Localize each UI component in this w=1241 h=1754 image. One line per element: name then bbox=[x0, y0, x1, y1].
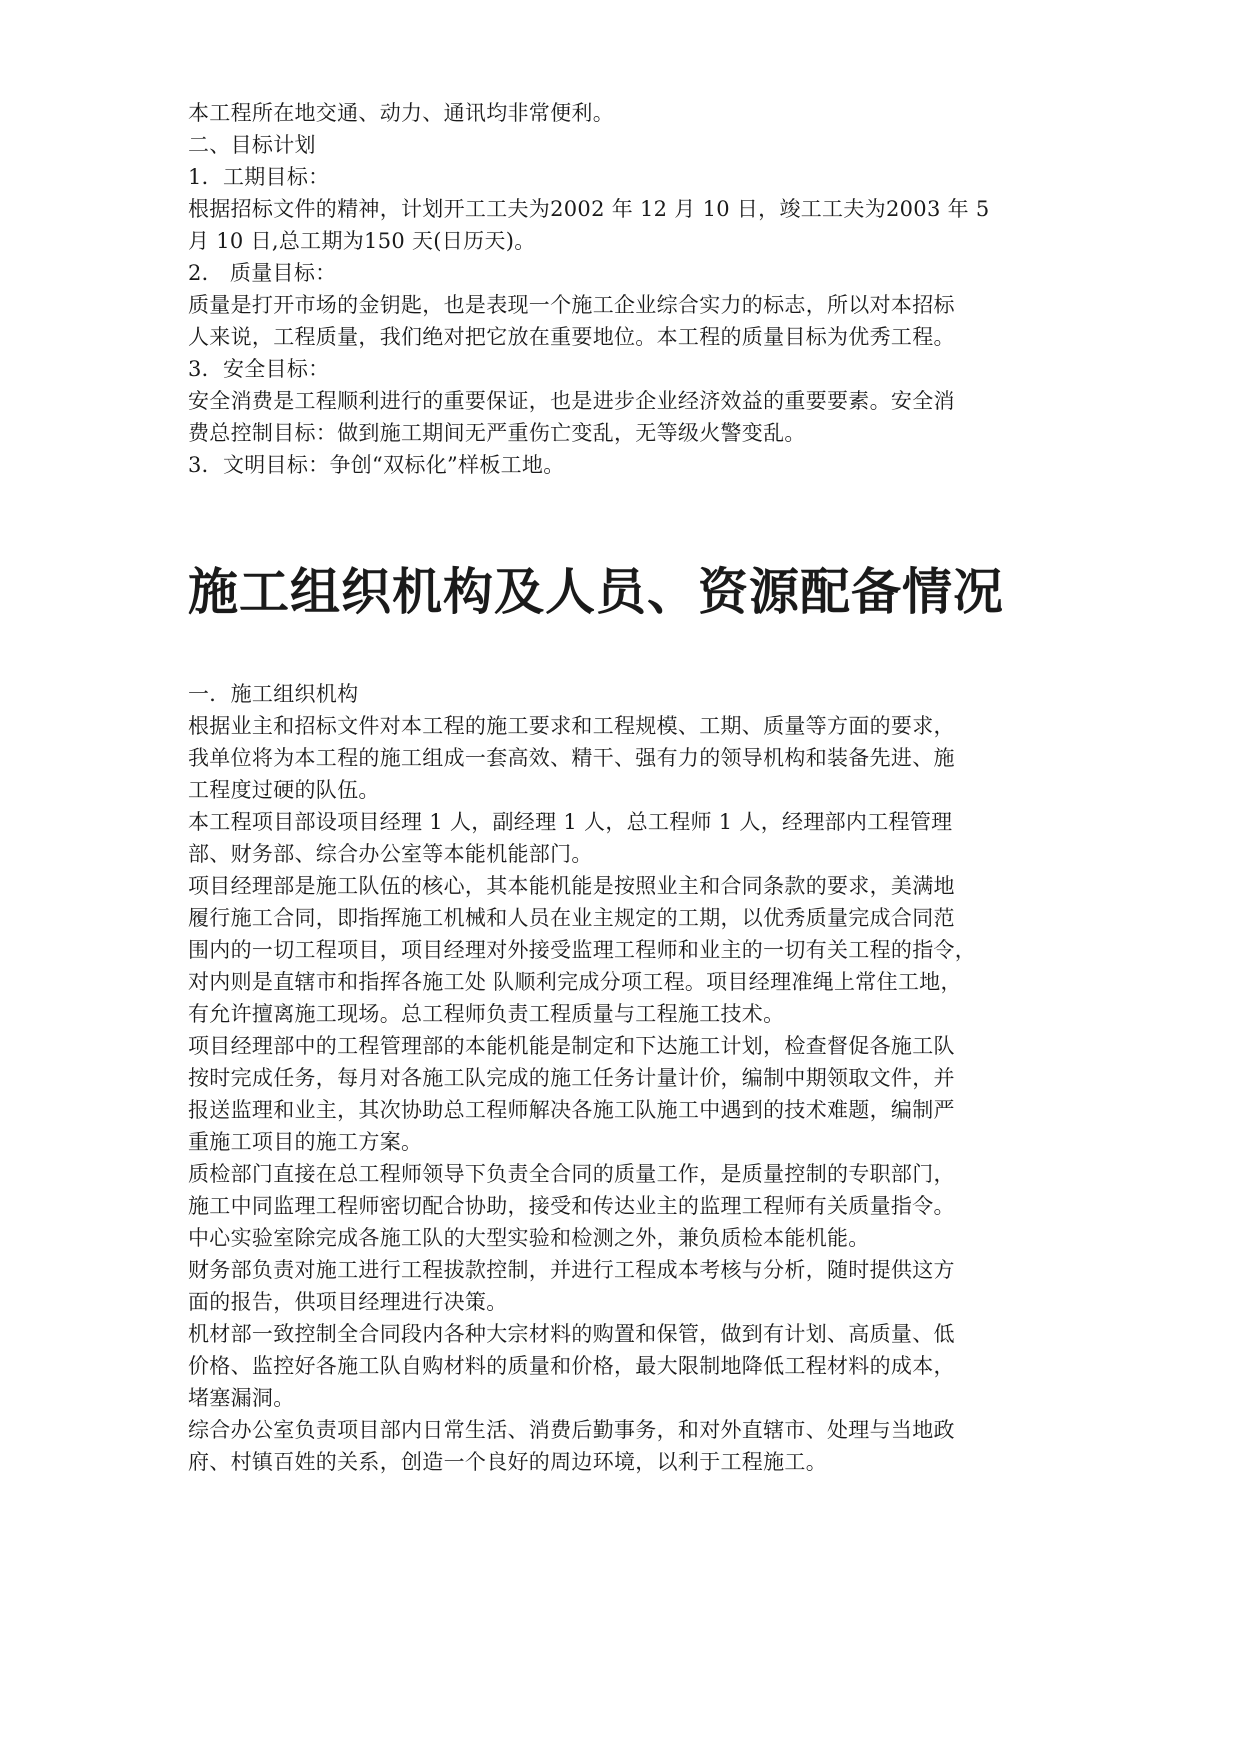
subsection-title-schedule: 1．工期目标： bbox=[188, 165, 330, 189]
text-line: 施工中同监理工程师密切配合协助，接受和传达业主的监理工程师有关质量指令。 bbox=[188, 1194, 955, 1218]
text-line: 围内的一切工程项目，项目经理对外接受监理工程师和业主的一切有关工程的指令， bbox=[188, 938, 977, 962]
text-line: 我单位将为本工程的施工组成一套高效、精干、强有力的领导机构和装备先进、施 bbox=[188, 746, 955, 770]
text-line: 面的报告，供项目经理进行决策。 bbox=[188, 1290, 508, 1314]
text-line: 安全消费是工程顺利进行的重要保证，也是进步企业经济效益的重要要素。安全消 bbox=[188, 389, 955, 413]
text-line: 质检部门直接在总工程师领导下负责全合同的质量工作，是质量控制的专职部门， bbox=[188, 1162, 955, 1186]
text-line: 根据业主和招标文件对本工程的施工要求和工程规模、工期、质量等方面的要求， bbox=[188, 714, 955, 738]
text-line: 项目经理部中的工程管理部的本能机能是制定和下达施工计划，检查督促各施工队 bbox=[188, 1034, 955, 1058]
text-line: 质量是打开市场的金钥匙，也是表现一个施工企业综合实力的标志，所以对本招标 bbox=[188, 293, 955, 317]
text-line: 履行施工合同，即指挥施工机械和人员在业主规定的工期，以优秀质量完成合同范 bbox=[188, 906, 955, 930]
text-line: 人来说，工程质量，我们绝对把它放在重要地位。本工程的质量目标为优秀工程。 bbox=[188, 325, 955, 349]
text-line: 堵塞漏洞。 bbox=[188, 1386, 295, 1410]
section-title-goals: 二、目标计划 bbox=[188, 133, 316, 157]
text-line: 中心实验室除完成各施工队的大型实验和检测之外，兼负质检本能机能。 bbox=[188, 1226, 870, 1250]
text-line: 重施工项目的施工方案。 bbox=[188, 1130, 423, 1154]
text-line: 综合办公室负责项目部内日常生活、消费后勤事务，和对外直辖市、处理与当地政 bbox=[188, 1418, 955, 1442]
text-line: 工程度过硬的队伍。 bbox=[188, 778, 380, 802]
subsection-title-safety: 3．安全目标： bbox=[188, 357, 330, 381]
subsection-title-quality: 2． 质量目标： bbox=[188, 261, 337, 285]
text-line: 有允许擅离施工现场。总工程师负责工程质量与工程施工技术。 bbox=[188, 1002, 785, 1026]
text-line: 根据招标文件的精神，计划开工工夫为2002 年 12 月 10 日，竣工工夫为2003 年 5 bbox=[188, 197, 990, 221]
text-line: 部、财务部、综合办公室等本能机能部门。 bbox=[188, 842, 593, 866]
section-title-organization: 一．施工组织机构 bbox=[188, 682, 359, 706]
text-line: 项目经理部是施工队伍的核心，其本能机能是按照业主和合同条款的要求，美满地 bbox=[188, 874, 955, 898]
organization-section bbox=[188, 678, 1088, 1478]
top-section bbox=[188, 97, 1088, 481]
text-line: 报送监理和业主，其次协助总工程师解决各施工队施工中遇到的技术难题，编制严 bbox=[188, 1098, 955, 1122]
text-line: 本工程项目部设项目经理 1 人，副经理 1 人，总工程师 1 人，经理部内工程管理 bbox=[188, 810, 953, 834]
text-line: 府、村镇百姓的关系，创造一个良好的周边环境，以利于工程施工。 bbox=[188, 1450, 827, 1474]
subsection-title-civilization: 3．文明目标：争创“双标化”样板工地。 bbox=[188, 453, 565, 477]
text-line: 机材部一致控制全合同段内各种大宗材料的购置和保管，做到有计划、高质量、低 bbox=[188, 1322, 955, 1346]
text-line: 对内则是直辖市和指挥各施工处 队顺利完成分项工程。项目经理准绳上常住工地， bbox=[188, 970, 962, 994]
text-line: 月 10 日,总工期为150 天(日历天)。 bbox=[188, 229, 536, 253]
page-heading: 施工组织机构及人员、资源配备情况 bbox=[188, 563, 1004, 621]
text-line: 价格、监控好各施工队自购材料的质量和价格，最大限制地降低工程材料的成本， bbox=[188, 1354, 955, 1378]
text-line: 本工程所在地交通、动力、通讯均非常便利。 bbox=[188, 101, 614, 125]
text-line: 财务部负责对施工进行工程拔款控制，并进行工程成本考核与分析，随时提供这方 bbox=[188, 1258, 955, 1282]
text-line: 按时完成任务，每月对各施工队完成的施工任务计量计价，编制中期领取文件，并 bbox=[188, 1066, 955, 1090]
text-line: 费总控制目标：做到施工期间无严重伤亡变乱，无等级火警变乱。 bbox=[188, 421, 806, 445]
